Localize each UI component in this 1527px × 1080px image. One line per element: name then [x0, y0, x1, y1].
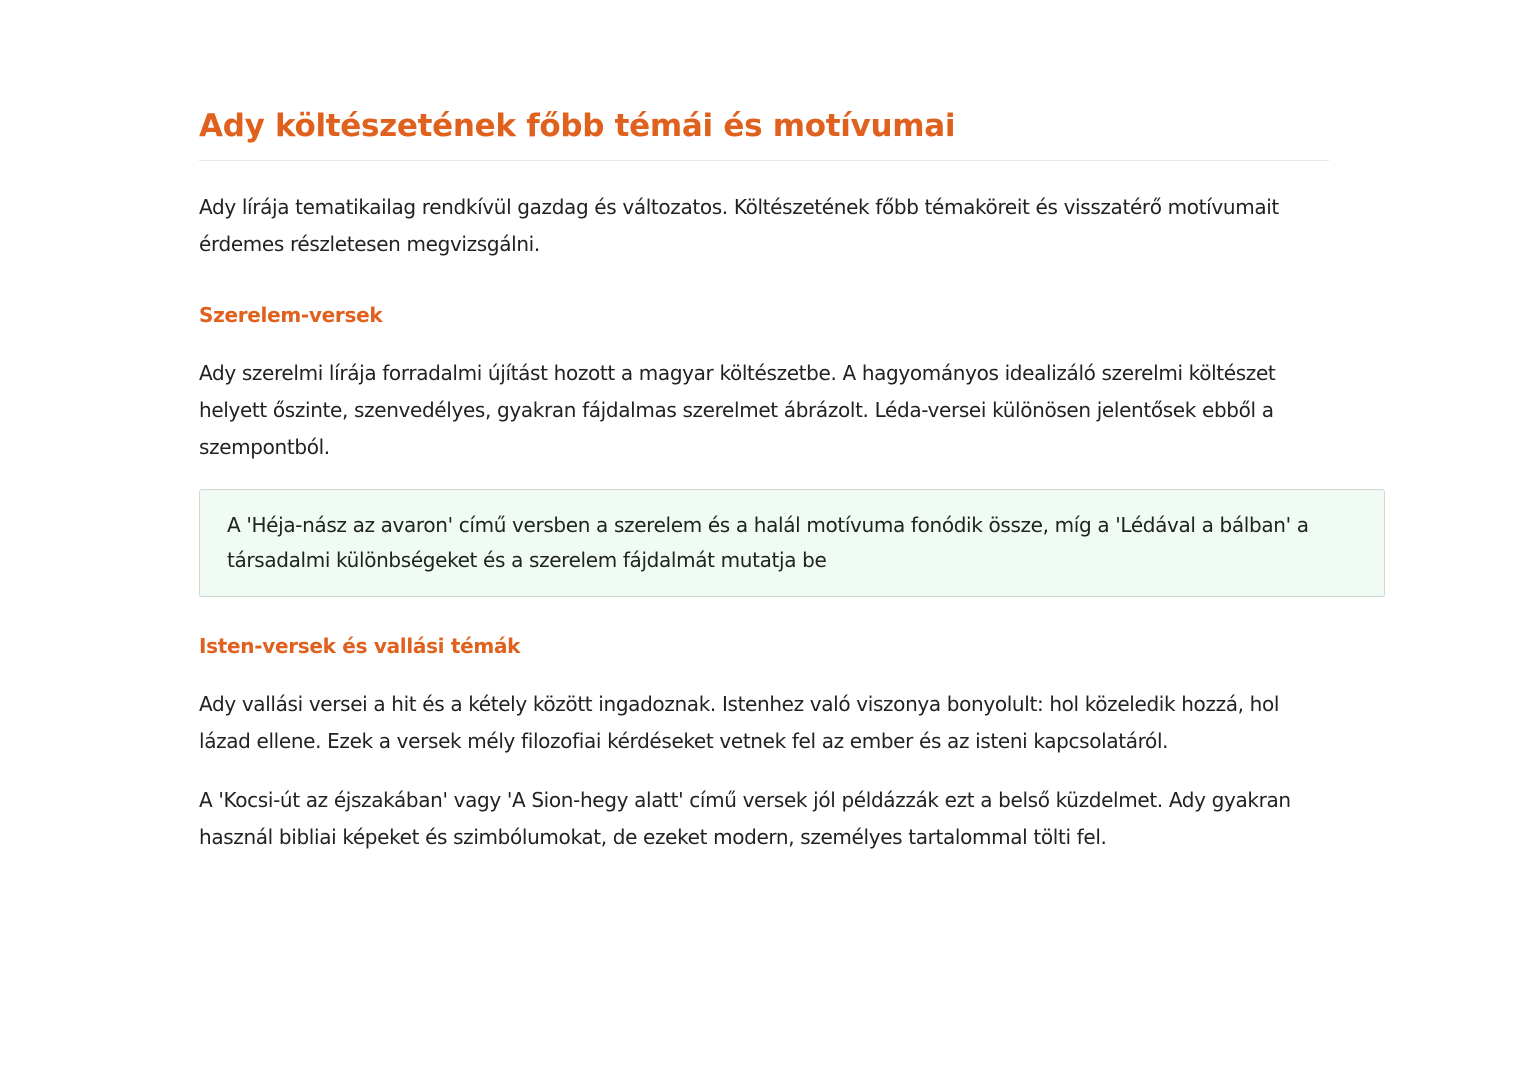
section-heading-god-poems: Isten-versek és vallási témák — [199, 634, 521, 658]
document-content — [199, 100, 1385, 856]
intro-paragraph: Ady lírája tematikailag rendkívül gazdag és változatos. Költészetének főbb témaköreit és visszatérő motívumait érdemes részletesen megvizsgálni. — [199, 195, 1279, 256]
highlight-callout — [199, 489, 1385, 597]
page-title: Ady költészetének főbb témái és motívumai — [199, 108, 956, 144]
god-poems-paragraph-1: Ady vallási versei a hit és a kétely között ingadoznak. Istenhez való viszonya bonyolult: hol közeledik hozzá, hol lázad ellene. Ezek a versek mély filozofiai kérdéseket vetnek fel az ember és az isteni kapcsolatáról. — [199, 692, 1280, 753]
callout-text: A 'Héja-nász az avaron' című versben a szerelem és a halál motívuma fonódik össze, míg a 'Lédával a bálban' a társadalmi különbségeket és a szerelem fájdalmát mutatja be — [227, 513, 1309, 572]
title-divider — [199, 160, 1329, 161]
love-poems-paragraph: Ady szerelmi lírája forradalmi újítást hozott a magyar költészetbe. A hagyományos idealizáló szerelmi költészet helyett őszinte, szenvedélyes, gyakran fájdalmas szerelmet ábrázolt. Léda-versei különösen jelentősek ebből a szempontból. — [199, 361, 1276, 459]
god-poems-paragraph-2: A 'Kocsi-út az éjszakában' vagy 'A Sion-hegy alatt' című versek jól példázzák ezt a belső küzdelmet. Ady gyakran használ bibliai képeket és szimbólumokat, de ezeket modern, személyes tartalommal tölti fel. — [199, 788, 1291, 849]
section-heading-love-poems: Szerelem-versek — [199, 303, 383, 327]
section-love-poems — [199, 300, 1385, 597]
section-god-poems — [199, 631, 1385, 856]
